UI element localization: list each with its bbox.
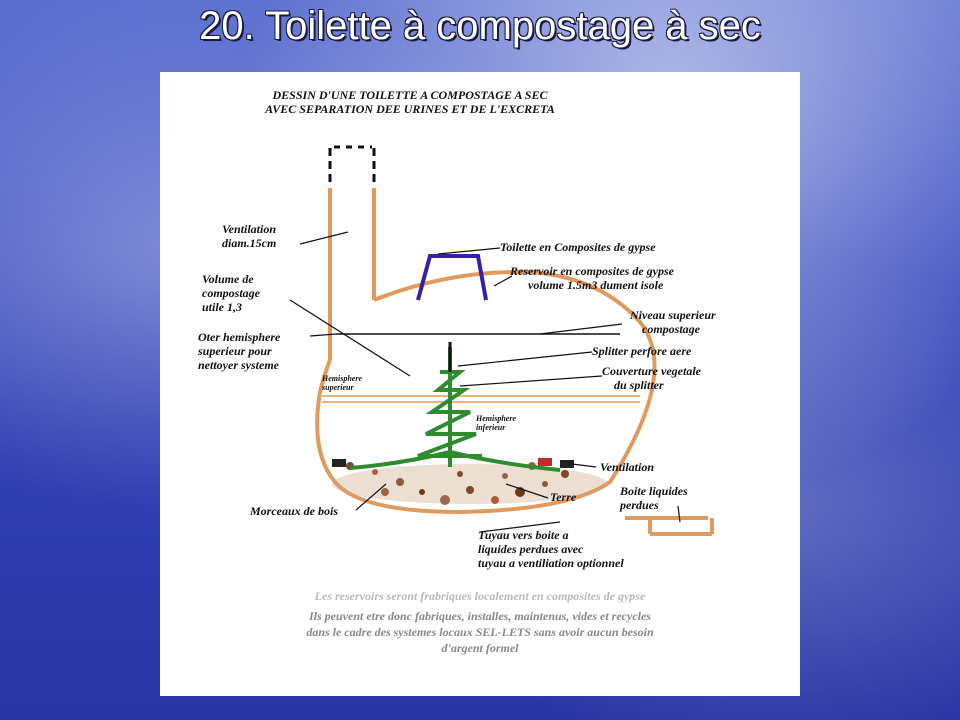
footer-line3: dans le cadre des systemes locaux SEL-LETS sans avoir aucun besoin — [306, 625, 654, 639]
label-line: nettoyer systeme — [198, 358, 279, 372]
label-line: Oter hemisphere — [198, 330, 281, 344]
label-line: inferieur — [476, 423, 506, 432]
label-toilette: Toilette en Composites de gypse — [500, 240, 656, 254]
label-line: Volume de — [202, 272, 254, 286]
label-line: superieur — [322, 383, 354, 392]
label-line: Couverture vegetale — [602, 364, 701, 378]
label-niveau — [630, 308, 716, 336]
diagram-title-line2: AVEC SEPARATION DEE URINES ET DE L'EXCRETA — [265, 102, 555, 116]
label-line: diam.15cm — [222, 236, 277, 250]
label-splitter: Splitter perfore aere — [592, 344, 692, 358]
label-line: tuyau a ventiliation optionnel — [478, 556, 624, 570]
footer-line1: Les reservoirs seront frabriques localement en composites de gypse — [314, 589, 646, 603]
label-morceaux: Morceaux de bois — [250, 504, 338, 518]
label-boite — [620, 484, 688, 512]
label-line: du splitter — [614, 378, 664, 392]
label-line: superieur pour — [198, 344, 272, 358]
label-terre: Terre — [550, 490, 577, 504]
label-line: volume 1.5m3 dument isole — [528, 278, 664, 292]
label-ventilation-pipe — [222, 222, 276, 250]
label-volume — [202, 272, 260, 314]
label-line: utile 1,3 — [202, 300, 243, 314]
footer-line4: d'argent formel — [441, 641, 519, 655]
label-line: liquides perdues avec — [478, 542, 584, 556]
label-ventilation-low: Ventilation — [600, 460, 655, 474]
label-line: Niveau superieur — [630, 308, 716, 322]
diagram-title-line1: DESSIN D'UNE TOILETTE A COMPOSTAGE A SEC — [272, 88, 548, 102]
slide-title: 20. Toilette à compostage à sec — [199, 4, 761, 48]
label-tuyau — [478, 528, 624, 570]
label-hemisphere-inf — [476, 414, 516, 432]
label-couverture — [602, 364, 701, 392]
label-line: Hemisphere — [322, 374, 362, 383]
label-line: Ventilation — [222, 222, 277, 236]
label-line: Tuyau vers boite a — [478, 528, 569, 542]
label-line: Reservoir en composites de gypse — [510, 264, 674, 278]
vent-cap — [330, 147, 374, 186]
label-line: compostage — [642, 322, 700, 336]
footer-line2: Ils peuvent etre donc fabriques, installes, maintenus, vides et recycles — [309, 609, 651, 623]
label-hemisphere-sup — [322, 374, 362, 392]
label-line: perdues — [620, 498, 659, 512]
diagram-panel — [160, 72, 800, 696]
label-reservoir — [510, 264, 674, 292]
label-line: Hemisphere — [476, 414, 516, 423]
hemisphere-lines — [322, 396, 640, 402]
label-line: compostage — [202, 286, 260, 300]
label-oter — [198, 330, 280, 372]
diagram-title — [220, 88, 600, 116]
label-line: Boite liquides — [620, 484, 688, 498]
splitter-shape — [350, 347, 560, 470]
footer-block — [220, 608, 740, 656]
